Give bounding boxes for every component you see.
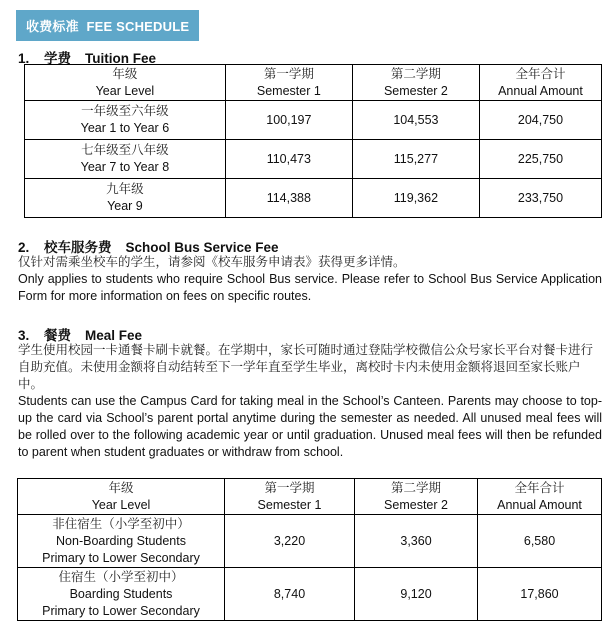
semester-2-cell: 104,553	[352, 101, 479, 140]
section-title-en: School Bus Service Fee	[125, 240, 279, 255]
semester-1-cell: 100,197	[225, 101, 352, 140]
meal-description	[18, 342, 602, 461]
annual-amount-cell: 225,750	[479, 140, 601, 179]
annual-amount-cell: 233,750	[479, 179, 601, 218]
header-year-level: 年级 Year Level	[18, 479, 225, 515]
fee-schedule-banner	[16, 10, 199, 41]
section-title-en: Tuition Fee	[85, 51, 156, 66]
semester-2-cell: 119,362	[352, 179, 479, 218]
table-row	[25, 179, 602, 218]
semester-2-cell: 3,360	[354, 515, 477, 568]
year-level-cell: 七年级至八年级 Year 7 to Year 8	[25, 140, 226, 179]
table-row	[18, 568, 602, 621]
semester-1-cell: 3,220	[225, 515, 355, 568]
header-year-level: 年级 Year Level	[25, 65, 226, 101]
table-row	[25, 101, 602, 140]
banner-en: FEE SCHEDULE	[86, 19, 190, 34]
semester-2-cell: 115,277	[352, 140, 479, 179]
year-level-cell: 一年级至六年级 Year 1 to Year 6	[25, 101, 226, 140]
table-header-row	[25, 65, 602, 101]
table-row	[25, 140, 602, 179]
tuition-fee-table	[24, 64, 602, 218]
bus-description-cn: 仅针对需乘坐校车的学生，请参阅《校车服务申请表》获得更多详情。	[18, 255, 406, 269]
section-number: 3.	[18, 328, 30, 343]
year-level-cell: 九年级 Year 9	[25, 179, 226, 218]
header-semester-2: 第二学期 Semester 2	[352, 65, 479, 101]
semester-2-cell: 9,120	[354, 568, 477, 621]
meal-description-en: Students can use the Campus Card for taking meal in the School’s Canteen. Parents may choose to top-up the card via School’s parent portal anytime during the semester as needed. All unused meal fees will be rolled over to the following academic year or until graduation. Unused meal fees will then be refunded to parent when student graduates or withdraw from school.	[18, 394, 602, 459]
year-level-cell: 非住宿生（小学至初中） Non-Boarding Students Primary to Lower Secondary	[18, 515, 225, 568]
header-semester-1: 第一学期 Semester 1	[225, 479, 355, 515]
header-semester-2: 第二学期 Semester 2	[354, 479, 477, 515]
meal-section-title	[18, 324, 142, 344]
bus-section-title	[18, 236, 279, 256]
section-title-en: Meal Fee	[85, 328, 143, 343]
annual-amount-cell: 204,750	[479, 101, 601, 140]
semester-1-cell: 8,740	[225, 568, 355, 621]
year-level-cell: 住宿生（小学至初中） Boarding Students Primary to Lower Secondary	[18, 568, 225, 621]
section-number: 2.	[18, 240, 30, 255]
section-title-cn: 学费	[44, 51, 71, 66]
header-annual-amount: 全年合计 Annual Amount	[479, 65, 601, 101]
annual-amount-cell: 6,580	[478, 515, 602, 568]
semester-1-cell: 114,388	[225, 179, 352, 218]
banner-cn: 收费标准	[26, 19, 79, 34]
header-annual-amount: 全年合计 Annual Amount	[478, 479, 602, 515]
meal-fee-table	[17, 478, 602, 621]
bus-description	[18, 254, 602, 305]
section-title-cn: 校车服务费	[44, 240, 112, 255]
section-number: 1.	[18, 51, 30, 66]
meal-description-cn: 学生使用校园一卡通餐卡刷卡就餐。在学期中，家长可随时通过登陆学校微信公众号家长平台对餐卡进行自助充值。未使用金额将自动结转至下一学年直至学生毕业，离校时卡内未使用金额将退回至家长账户中。	[18, 343, 594, 391]
semester-1-cell: 110,473	[225, 140, 352, 179]
bus-description-en: Only applies to students who require School Bus service. Please refer to School Bus Service Application Form for more information on fees on specific routes.	[18, 272, 602, 303]
header-semester-1: 第一学期 Semester 1	[225, 65, 352, 101]
table-header-row	[18, 479, 602, 515]
section-title-cn: 餐费	[44, 328, 71, 343]
table-row	[18, 515, 602, 568]
annual-amount-cell: 17,860	[478, 568, 602, 621]
